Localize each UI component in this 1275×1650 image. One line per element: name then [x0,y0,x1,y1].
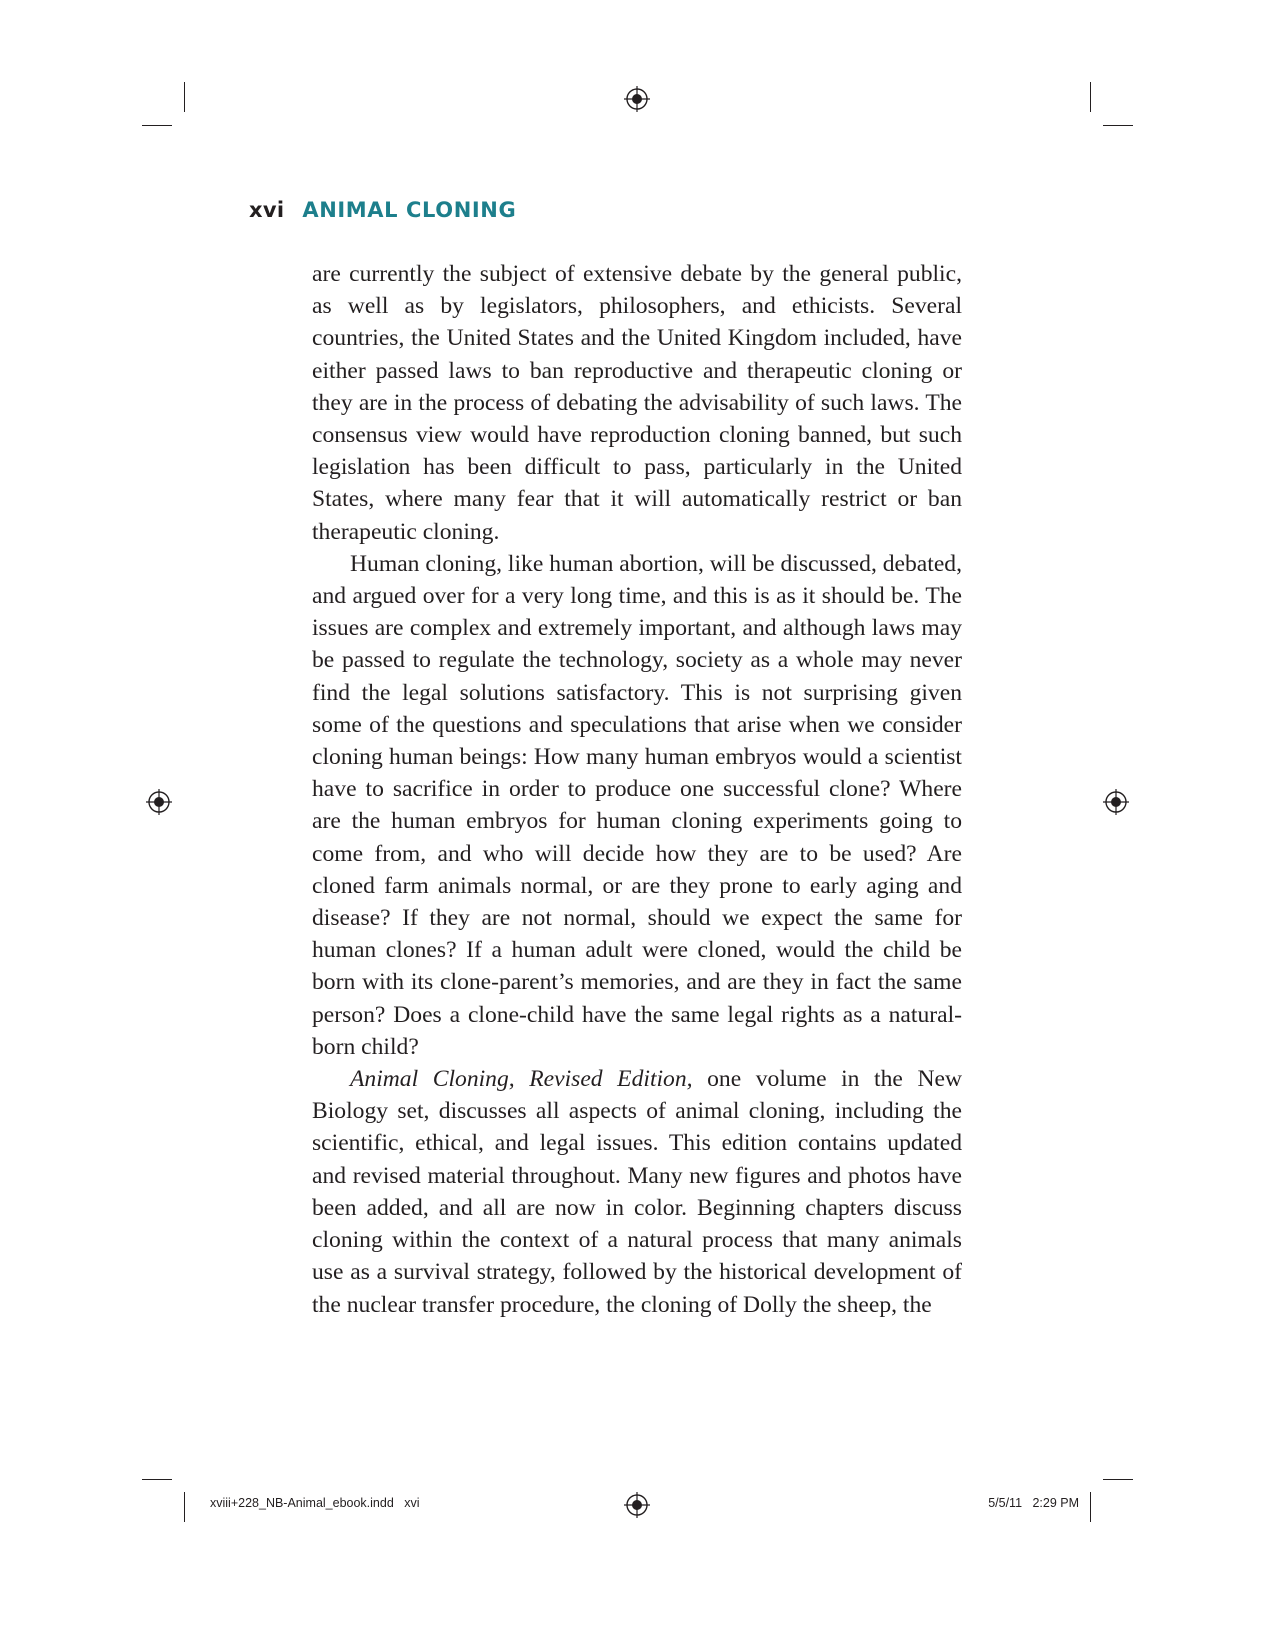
slug-timestamp: 5/5/11 2:29 PM [988,1496,1079,1510]
crop-mark-icon [1103,1479,1133,1480]
registration-mark-icon [624,1492,650,1518]
crop-mark-icon [1090,1492,1091,1522]
paragraph: are currently the subject of extensive debate by the general public, as well as by legislators, philosophers, and ethicists. Several countries, the United States and the United Kingdom included, have either passed laws to ban reproductive and therapeutic cloning or they are in the process of debating the advisability of such laws. The consensus view would have reproduction cloning banned, but such legislation has been difficult to pass, particularly in the United States, where many fear that it will automatically restrict or ban therapeutic cloning. [312,261,962,545]
page-number: xvi [249,198,285,222]
crop-mark-icon [184,82,185,112]
paragraph [312,1063,962,1321]
crop-mark-icon [142,1479,172,1480]
crop-mark-icon [1090,82,1091,112]
book-title-italic: Animal Cloning, Revised Edition, [350,1066,693,1093]
registration-mark-icon [1103,789,1129,815]
slug-filename: xviii+228_NB-Animal_ebook.indd xvi [210,1496,420,1510]
registration-mark-icon [624,86,650,112]
book-title: ANIMAL CLONING [302,198,517,222]
crop-mark-icon [184,1492,185,1522]
paragraph-text: one volume in the New Biology set, discusses all aspects of animal cloning, including the scientific, ethical, and legal issues. This edition contains updated and revised material throughout. Many new figures and photos have been added, and all are now in color. Beginning chapters discuss cloning within the context of a natural process that many animals use as a survival strategy, followed by the historical development of the nuclear transfer procedure, the cloning of Dolly the sheep, the [312,1066,962,1318]
registration-mark-icon [146,789,172,815]
crop-mark-icon [142,125,172,126]
paragraph: Human cloning, like human abortion, will be discussed, debated, and argued over for a very long time, and this is as it should be. The issues are complex and extremely important, and although laws may be passed to regulate the technology, society as a whole may never find the legal solutions satisfactory. This is not surprising given some of the questions and speculations that arise when we consider cloning human beings: How many human embryos would a scientist have to sacrifice in order to produce one successful clone? Where are the human embryos for human cloning experiments going to come from, and who will decide how they are to be used? Are cloned farm animals normal, or are they prone to early aging and disease? If they are not normal, should we expect the same for human clones? If a human adult were cloned, would the child be born with its clone-parent’s memories, and are they in fact the same person? Does a clone-child have the same legal rights as a natural-born child? [312,550,962,1060]
crop-mark-icon [1103,125,1133,126]
running-head [249,198,516,228]
body-text [312,258,962,1321]
